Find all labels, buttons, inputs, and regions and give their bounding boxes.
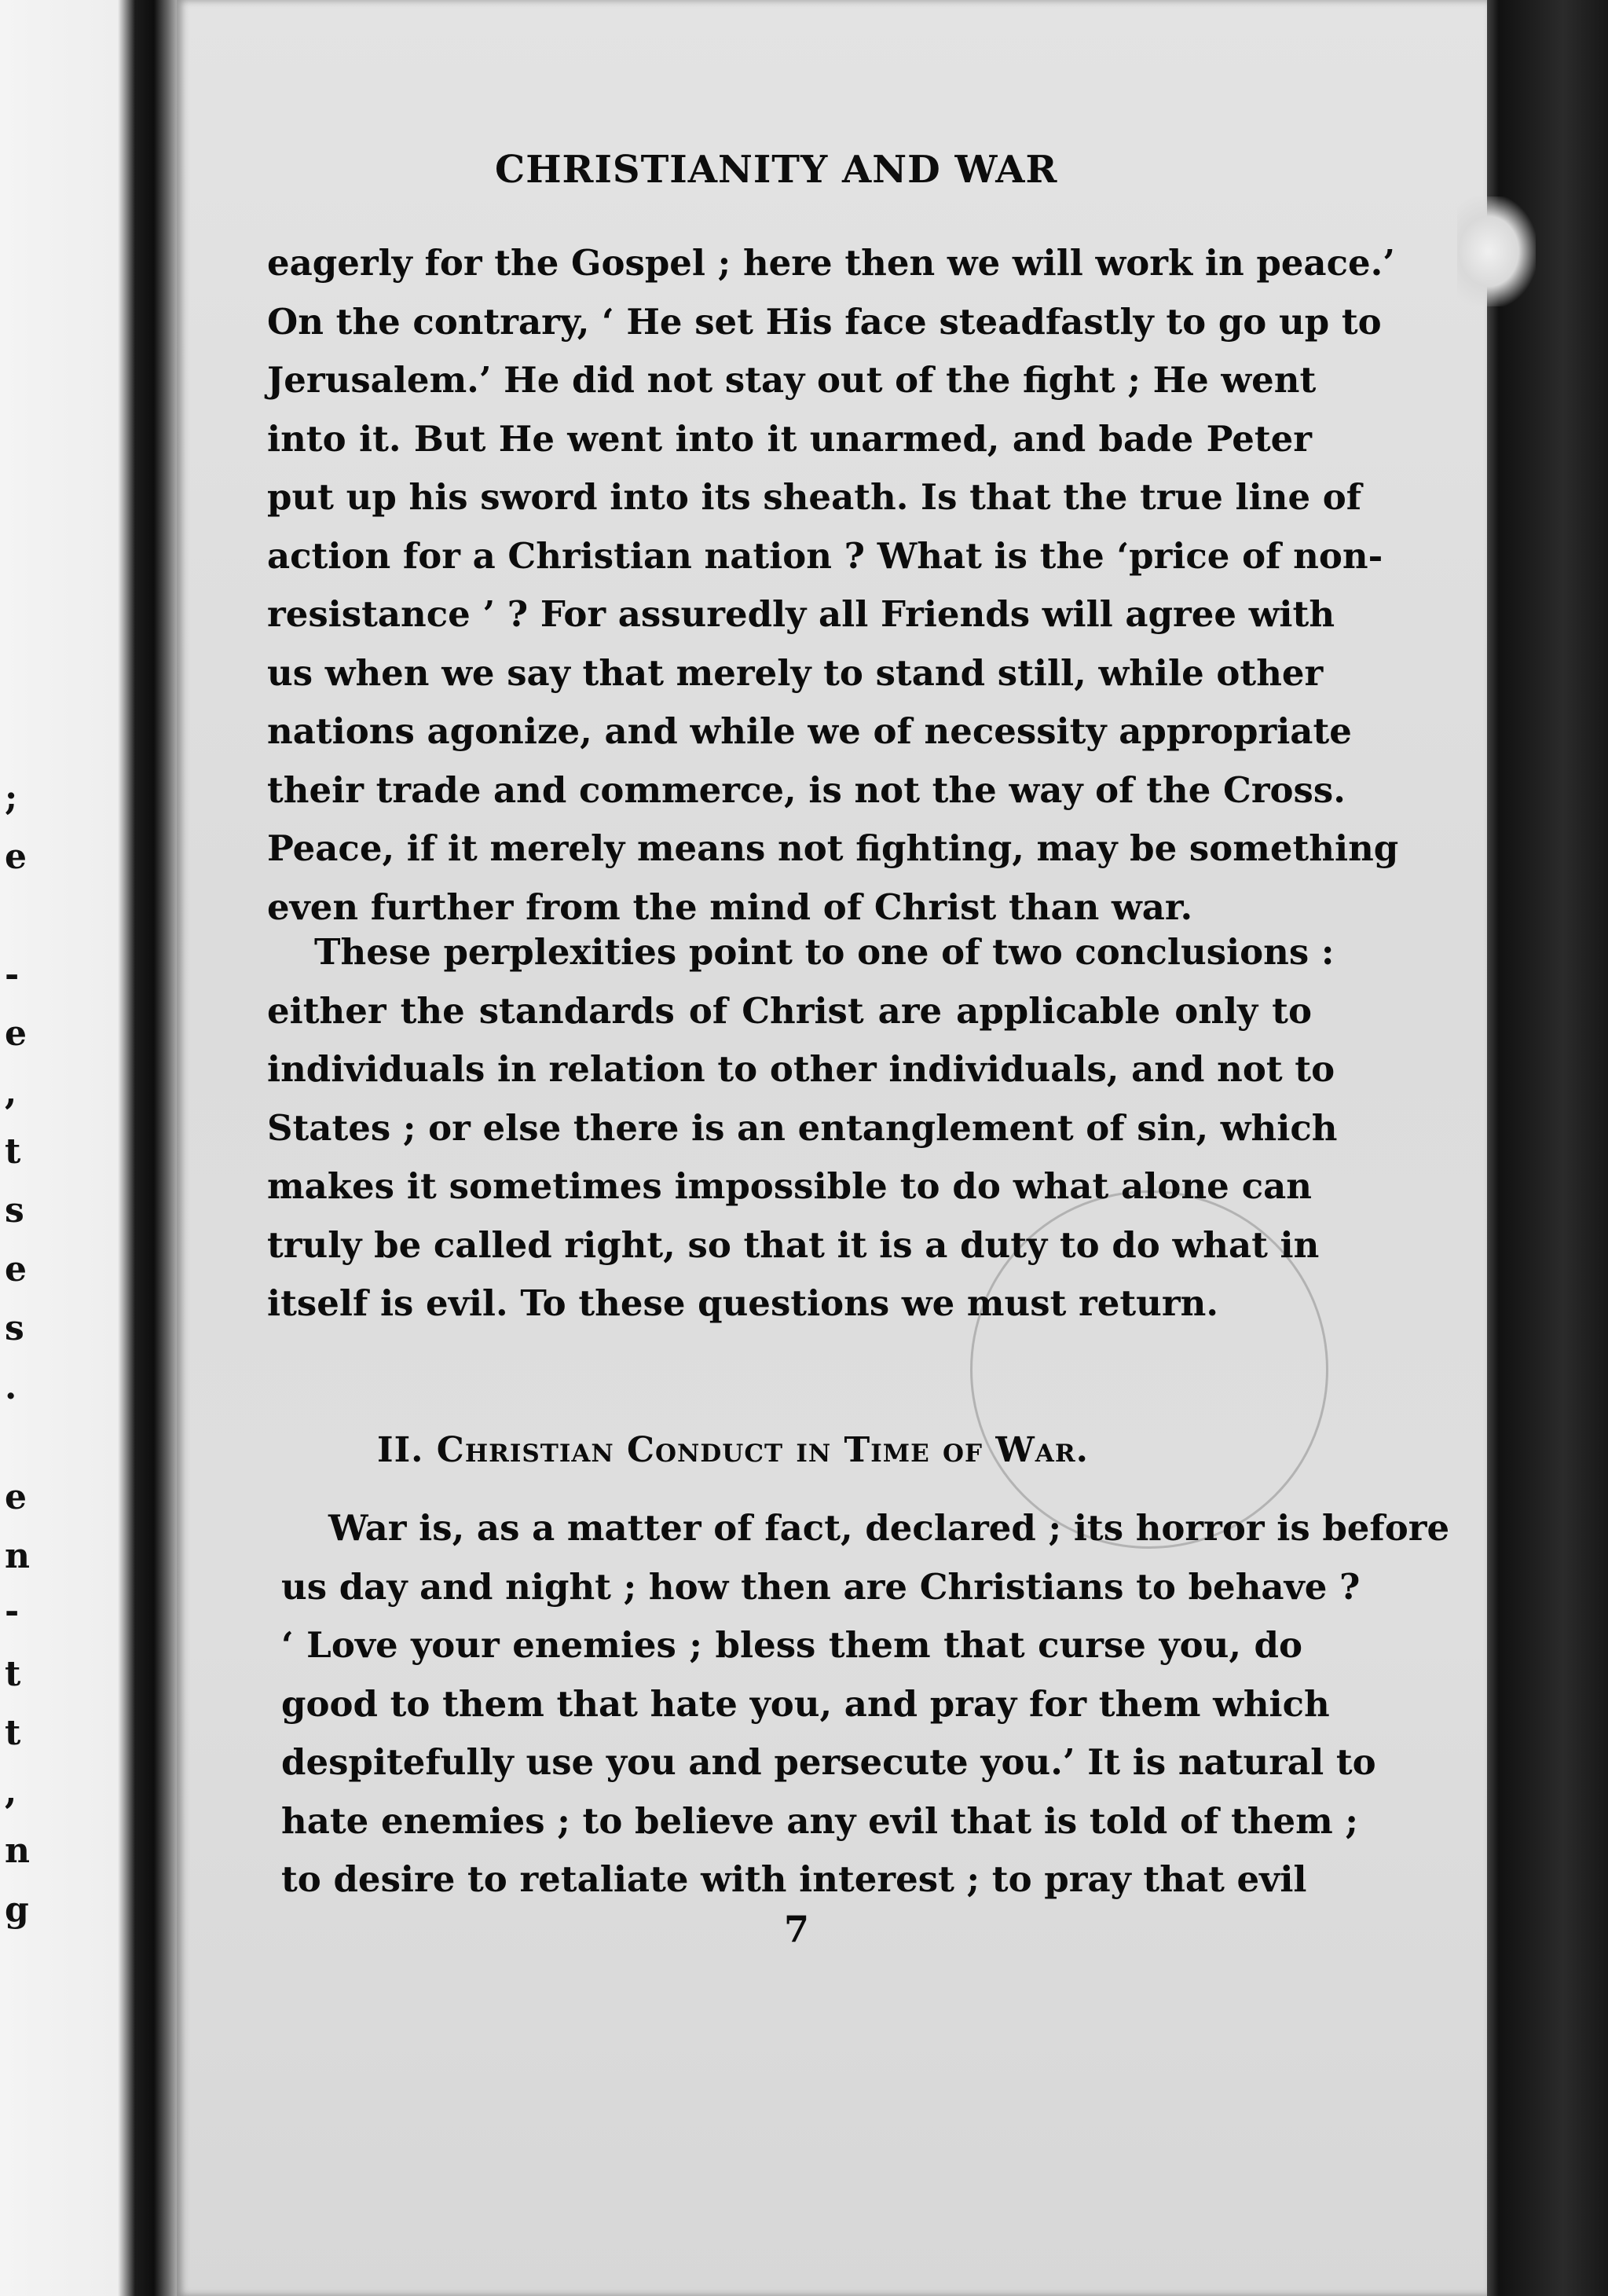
text-line: us day and night ; how then are Christians to behave ? xyxy=(281,1565,1361,1608)
text-line: Peace, if it merely means not fighting, may be something xyxy=(267,827,1399,869)
torn-edge xyxy=(1457,196,1536,306)
margin-fragment: . xyxy=(5,1367,17,1407)
margin-fragment: , xyxy=(5,1772,17,1812)
text-line: their trade and commerce, is not the way of the Cross. xyxy=(267,768,1346,811)
section-paragraph xyxy=(281,1499,1450,1909)
text-line: Jerusalem.’ He did not stay out of the fight ; He went xyxy=(267,359,1317,401)
text-line: individuals in relation to other individuals, and not to xyxy=(267,1048,1335,1090)
margin-fragment: g xyxy=(5,1890,29,1930)
scan-right-border xyxy=(1485,0,1608,2296)
text-line: truly be called right, so that it is a duty to do what in xyxy=(267,1223,1320,1266)
margin-fragment: - xyxy=(5,955,20,995)
text-line: into it. But He went into it unarmed, and bade Peter xyxy=(267,417,1312,460)
text-line: On the contrary, ‘ He set His face steadfastly to go up to xyxy=(267,300,1382,343)
margin-fragment: t xyxy=(5,1654,21,1694)
text-line: States ; or else there is an entanglement of sin, which xyxy=(267,1106,1338,1149)
paragraph-1 xyxy=(267,234,1399,937)
margin-fragment: t xyxy=(5,1131,21,1172)
text-line: makes it sometimes impossible to do what alone can xyxy=(267,1165,1312,1207)
margin-fragment: n xyxy=(5,1536,30,1576)
margin-fragment: - xyxy=(5,1591,20,1631)
text-line: These perplexities point to one of two conclusions : xyxy=(314,931,1335,973)
text-line: either the standards of Christ are applicable only to xyxy=(267,989,1312,1032)
running-header: CHRISTIANITY AND WAR xyxy=(495,148,1058,192)
margin-fragment: n xyxy=(5,1831,30,1871)
text-line: good to them that hate you, and pray for them which xyxy=(281,1682,1330,1725)
text-line: eagerly for the Gospel ; here then we will work in peace.’ xyxy=(267,242,1395,284)
text-line: ‘ Love your enemies ; bless them that curse you, do xyxy=(281,1624,1302,1666)
text-line: itself is evil. To these questions we must return. xyxy=(267,1282,1218,1324)
margin-fragment: e xyxy=(5,1249,27,1289)
margin-fragment: e xyxy=(5,837,27,877)
margin-fragment: s xyxy=(5,1190,24,1231)
text-line: War is, as a matter of fact, declared ; its horror is before xyxy=(328,1507,1450,1549)
text-line: to desire to retaliate with interest ; to pray that evil xyxy=(281,1858,1307,1900)
text-line: put up his sword into its sheath. Is that the true line of xyxy=(267,476,1362,518)
text-line: action for a Christian nation ? What is the ‘price of non- xyxy=(267,534,1383,577)
text-line: hate enemies ; to believe any evil that is told of them ; xyxy=(281,1799,1359,1842)
page-number: 7 xyxy=(784,1908,810,1950)
section-heading: II. Christian Conduct in Time of War. xyxy=(377,1430,1089,1470)
margin-fragment: ; xyxy=(5,778,18,818)
text-line: us when we say that merely to stand still, while other xyxy=(267,651,1324,694)
previous-page-margin xyxy=(0,0,31,2296)
text-line: resistance ’ ? For assuredly all Friends will agree with xyxy=(267,593,1335,635)
margin-fragment: e xyxy=(5,1477,27,1517)
margin-fragment: e xyxy=(5,1014,27,1054)
text-line: nations agonize, and while we of necessity appropriate xyxy=(267,710,1352,752)
text-line: despitefully use you and persecute you.’ It is natural to xyxy=(281,1741,1376,1783)
margin-fragment: s xyxy=(5,1308,24,1348)
margin-fragment: t xyxy=(5,1713,21,1753)
text-line: even further from the mind of Christ than war. xyxy=(267,886,1193,928)
paragraph-2 xyxy=(267,923,1338,1333)
margin-fragment: , xyxy=(5,1073,17,1113)
